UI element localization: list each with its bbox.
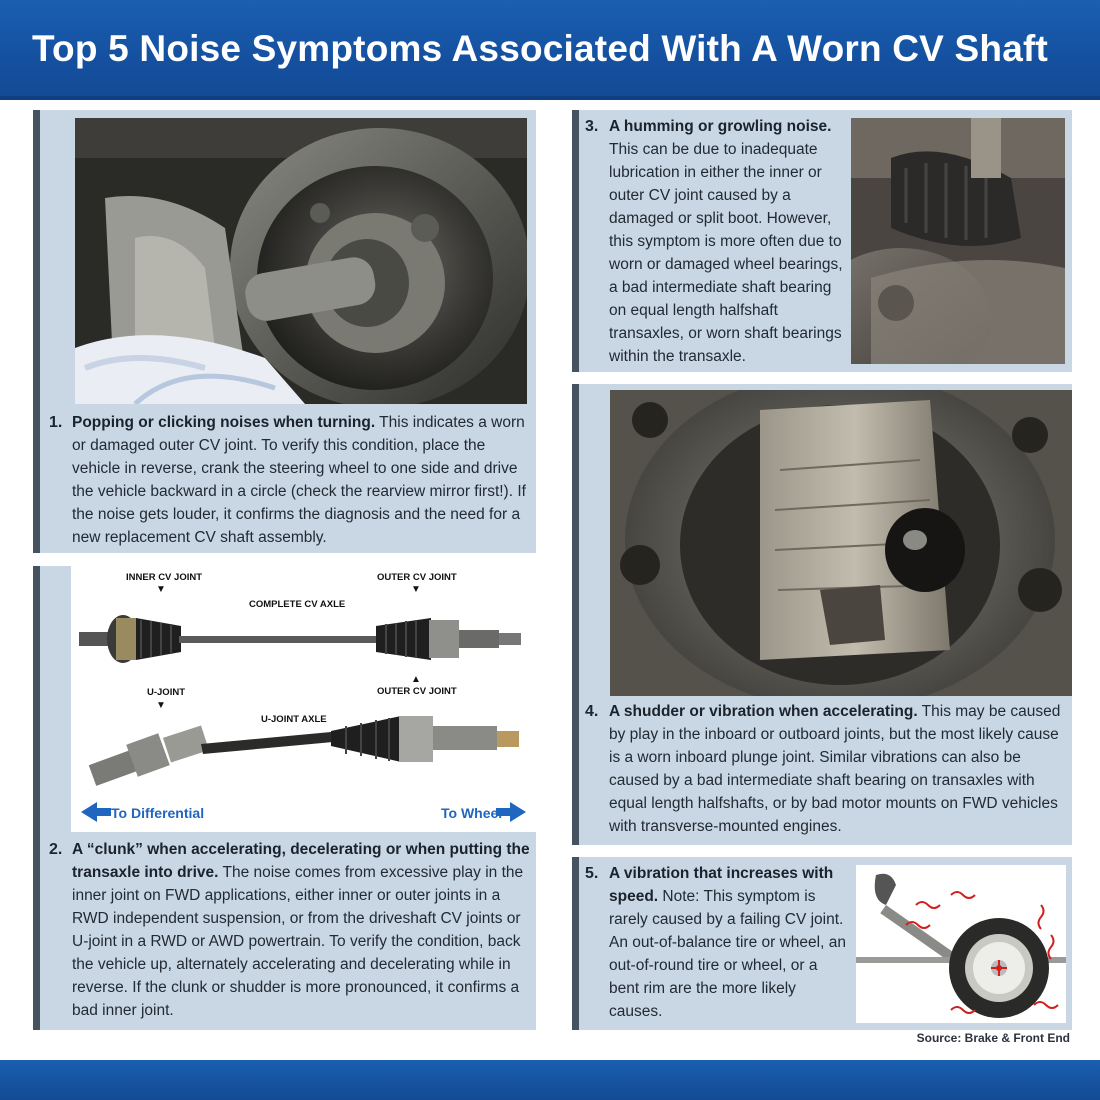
symptom-2-number: 2. (49, 841, 63, 858)
symptom-1-number: 1. (49, 414, 63, 431)
down-arrow-icon: ▼ (156, 584, 166, 595)
page-title: Top 5 Noise Symptoms Associated With A Worn CV Shaft (32, 28, 1049, 69)
symptom-1-body: This indicates a worn or damaged outer CV joint. To verify this condition, place the vehicle in reverse, crank the steering wheel to one side and drive the vehicle backward in a circle (check the rearview mirror first!). If the noise gets louder, it confirms the diagnosis and the need for a new replacement CV shaft assembly. (72, 414, 526, 546)
symptom-2-heading: A “clunk” when accelerating, decelerating or when putting the transaxle into drive. (72, 841, 530, 881)
outer-cv-joint-label-bottom: OUTER CV JOINT (377, 686, 457, 697)
complete-cv-axle-label: COMPLETE CV AXLE (249, 599, 346, 610)
symptom-5-heading: A vibration that increases with speed. (609, 865, 834, 905)
u-joint-axle-label: U-JOINT AXLE (261, 714, 327, 725)
symptom-4-text (609, 700, 1073, 838)
down-arrow-icon: ▼ (156, 700, 166, 711)
down-arrow-icon: ▼ (411, 584, 421, 595)
symptom-panel-5 (572, 857, 1072, 1030)
source-credit: Source: Brake & Front End (916, 1031, 1070, 1045)
inboard-plunge-joint-photo (610, 390, 1072, 696)
symptom-5-text (609, 862, 849, 1023)
symptom-panel-2 (33, 566, 536, 1030)
symptom-1-heading: Popping or clicking noises when turning. (72, 414, 376, 431)
wheel-bearing-photo (851, 118, 1065, 364)
symptom-panel-1 (33, 110, 536, 553)
symptom-5-body: Note: This symptom is rarely caused by a failing CV joint. An out-of-balance tire or wheel, an out-of-round tire or wheel, or a bent rim are the more likely causes. (609, 888, 846, 1020)
symptom-2-body: The noise comes from excessive play in the inner joint on FWD applications, either inner or outer joints in a RWD independent suspension, or from the driveshaft CV joints or U-joint in a RWD or AWD powertrain. To verify the condition, back the vehicle up, alternately accelerating and decelerating while in reverse. If the clunk or shudder is more pronounced, it confirms a bad inner joint. (72, 864, 524, 1019)
to-wheel-label: To Wheel (441, 805, 503, 821)
symptom-3-text (609, 115, 849, 368)
symptom-2-text (72, 838, 534, 1022)
to-differential-label: To Differential (111, 805, 205, 821)
symptom-4-body: This may be caused by play in the inboard or outboard joints, but the most likely cause is a worn inboard plunge joint. Similar vibrations can also be caused by a bad intermediate shaft bearing on transaxles with equal length halfshafts, or by bad motor mounts on FWD vehicles with transverse-mounted engines. (609, 703, 1061, 835)
outer-cv-joint-photo (75, 118, 527, 404)
symptom-5-number: 5. (585, 865, 599, 882)
symptom-4-number: 4. (585, 703, 599, 720)
axle-diagram (71, 566, 536, 832)
u-joint-label: U-JOINT (147, 687, 185, 698)
vibration-wheel-illustration (856, 865, 1066, 1023)
symptom-3-heading: A humming or growling noise. (609, 118, 832, 135)
symptom-panel-3 (572, 110, 1072, 372)
symptom-panel-4 (572, 384, 1072, 845)
symptom-1-text (72, 411, 534, 549)
footer-banner (0, 1060, 1100, 1100)
symptom-3-body: This can be due to inadequate lubrication in either the inner or outer CV joint caused by a damaged or split boot. However, this symptom is more often due to worn or damaged wheel bearings, a bad intermediate shaft bearing on equal length halfshaft transaxles, or worn shaft bearings within the transaxle. (609, 141, 843, 365)
up-arrow-icon: ▲ (411, 674, 421, 685)
symptom-4-heading: A shudder or vibration when accelerating. (609, 703, 918, 720)
outer-cv-joint-label-top: OUTER CV JOINT (377, 572, 457, 583)
title-banner (0, 0, 1100, 100)
symptom-3-number: 3. (585, 118, 599, 135)
inner-cv-joint-label: INNER CV JOINT (126, 572, 203, 583)
